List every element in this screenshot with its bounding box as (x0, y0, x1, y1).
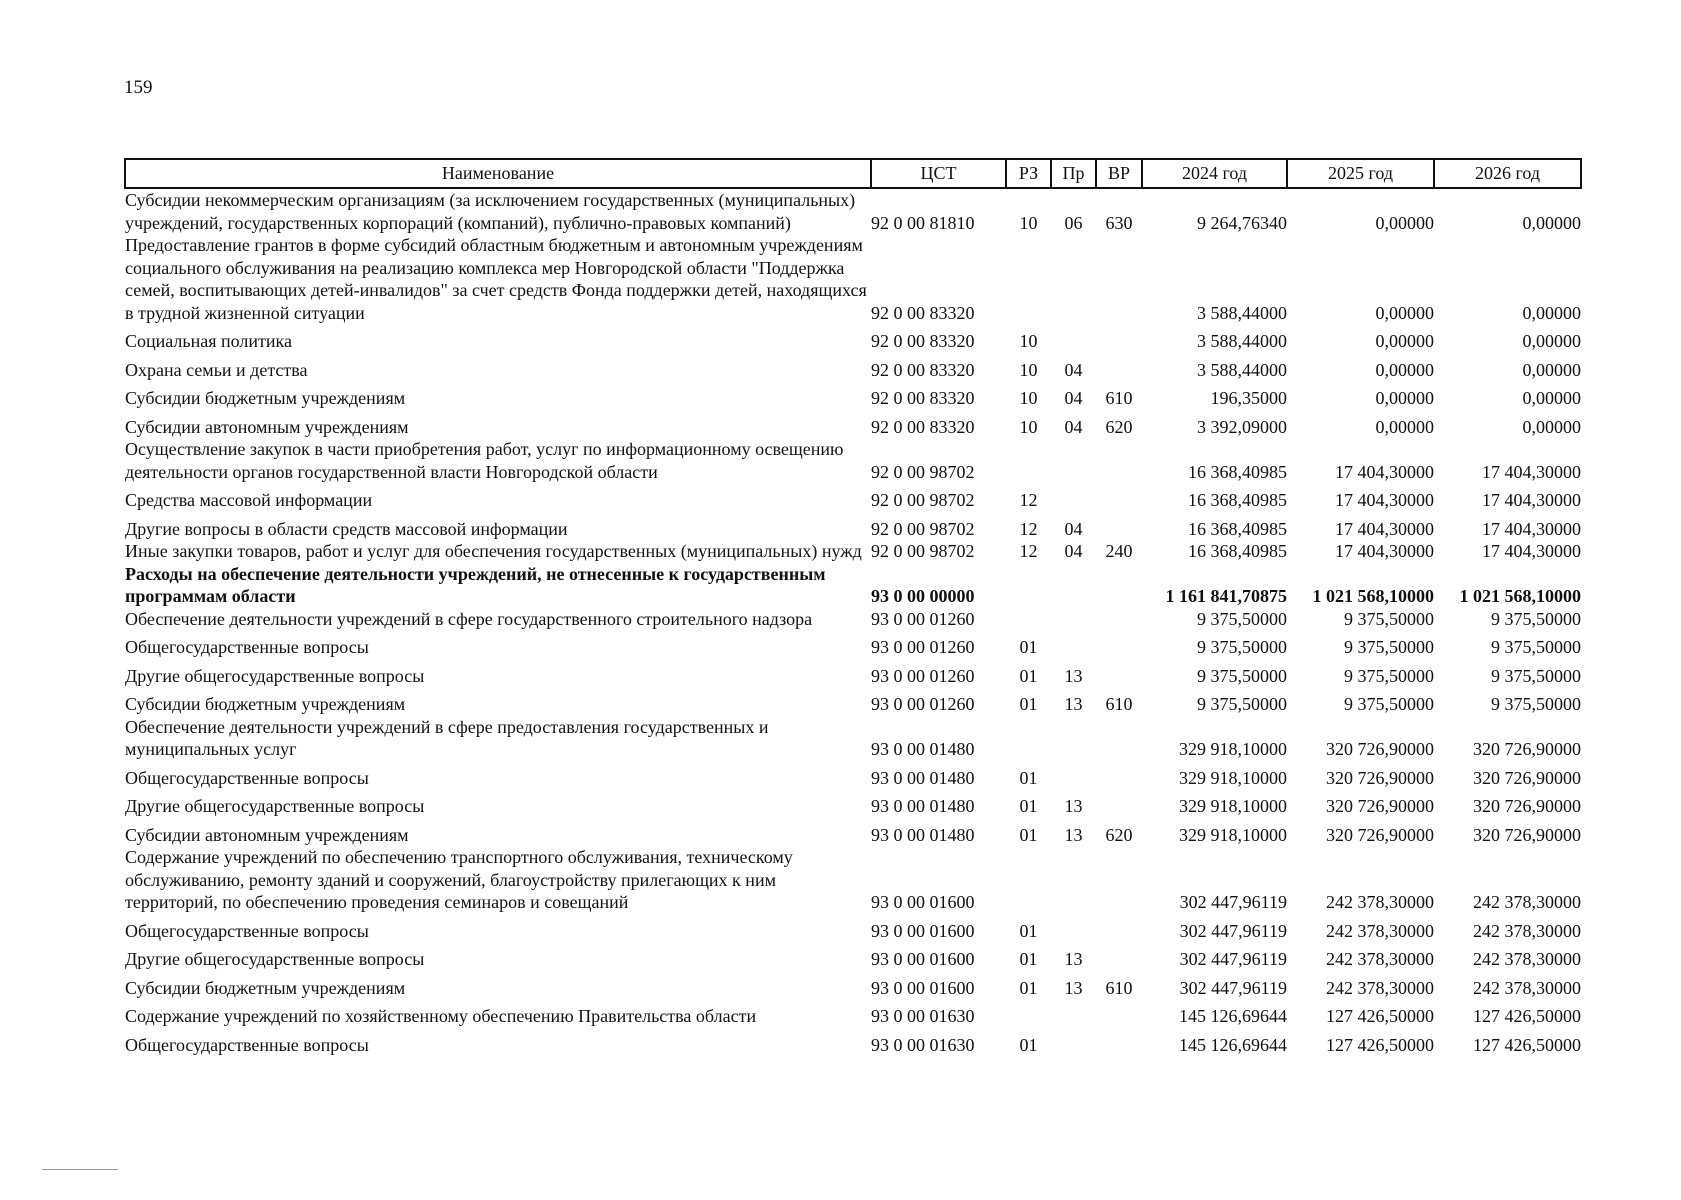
table-row (125, 483, 1581, 512)
cell-name: Содержание учреждений по обеспечению транспортного обслуживания, техническому обслуживанию, ремонту зданий и сооружений, благоустройству прилегающих к ним территорий, по обеспечению проведения семинаров и совещаний (125, 847, 793, 912)
table-header-row (125, 159, 1581, 188)
cell-2026: 0,00000 (1522, 212, 1581, 233)
cell-rz: 10 (1019, 212, 1038, 233)
cell-rz (1006, 999, 1051, 1028)
cell-cst: 93 0 00 01600 (871, 977, 975, 998)
cell-2024: 302 447,96119 (1179, 977, 1287, 998)
cell-2026: 242 378,30000 (1473, 977, 1581, 998)
table-row (125, 608, 1581, 631)
cell-2026: 9 375,50000 (1491, 665, 1581, 686)
table-row (125, 716, 1581, 761)
table-row (125, 687, 1581, 716)
cell-2026: 242 378,30000 (1473, 949, 1581, 969)
cell-cst: 93 0 00 01630 (871, 1006, 975, 1026)
cell-2025: 9 375,50000 (1344, 665, 1434, 686)
cell-rz (1006, 234, 1051, 324)
budget-table (124, 158, 1582, 1056)
cell-2025: 17 404,30000 (1335, 461, 1434, 482)
cell-name: Содержание учреждений по хозяйственному обеспечению Правительства области (125, 1006, 757, 1026)
cell-pr (1051, 324, 1096, 353)
cell-2024: 329 918,10000 (1179, 796, 1287, 816)
cell-vr (1096, 608, 1142, 631)
cell-name: Субсидии автономным учреждениям (125, 416, 409, 437)
cell-pr: 04 (1064, 541, 1083, 561)
cell-2024: 9 375,50000 (1197, 608, 1287, 629)
cell-2024: 9 375,50000 (1197, 637, 1287, 657)
scan-edge-mark (42, 1169, 118, 1170)
cell-2024: 16 368,40985 (1188, 490, 1287, 510)
cell-name: Субсидии бюджетным учреждениям (125, 694, 406, 714)
cell-2025: 320 726,90000 (1326, 739, 1434, 759)
cell-cst: 93 0 00 01480 (871, 739, 975, 759)
table-row (125, 353, 1581, 382)
cell-2025: 17 404,30000 (1335, 490, 1434, 510)
table-row (125, 999, 1581, 1028)
cell-vr (1096, 999, 1142, 1028)
cell-cst: 92 0 00 83320 (871, 302, 975, 323)
cell-2026: 17 404,30000 (1482, 461, 1581, 482)
header-rz: РЗ (1006, 159, 1051, 188)
cell-name: Субсидии бюджетным учреждениям (125, 977, 406, 998)
cell-2024: 302 447,96119 (1179, 892, 1287, 912)
cell-2026: 320 726,90000 (1473, 824, 1581, 845)
cell-cst: 93 0 00 01600 (871, 920, 975, 941)
cell-vr: 620 (1105, 824, 1133, 845)
cell-vr: 610 (1105, 388, 1133, 408)
cell-rz (1006, 846, 1051, 914)
cell-pr: 13 (1064, 796, 1083, 816)
cell-2026: 9 375,50000 (1491, 694, 1581, 714)
cell-2025: 9 375,50000 (1344, 608, 1434, 629)
header-2025: 2025 год (1287, 159, 1434, 188)
cell-cst: 93 0 00 01630 (871, 1034, 975, 1055)
cell-rz: 01 (1019, 1034, 1038, 1055)
cell-2024: 3 588,44000 (1197, 331, 1287, 351)
cell-name: Общегосударственные вопросы (125, 1034, 369, 1055)
cell-2024: 329 918,10000 (1179, 767, 1287, 788)
cell-vr (1096, 563, 1142, 608)
cell-2025: 320 726,90000 (1326, 767, 1434, 788)
header-vr: ВР (1096, 159, 1142, 188)
cell-name: Предоставление грантов в форме субсидий областным бюджетным и автономным учреждениям социального обслуживания на реализацию комплекса мер Новгородской области "Поддержка семей, воспитывающих детей-инвалидов" за счет средств Фонда поддержки детей, находящихся в трудной жизненной ситуации (125, 235, 867, 323)
cell-pr (1051, 630, 1096, 659)
cell-2025: 0,00000 (1375, 359, 1434, 380)
cell-vr (1096, 761, 1142, 790)
cell-2026: 0,00000 (1522, 331, 1581, 351)
cell-cst: 92 0 00 98702 (871, 518, 975, 539)
cell-pr (1051, 716, 1096, 761)
cell-2026: 17 404,30000 (1482, 541, 1581, 561)
cell-2024: 9 264,76340 (1197, 212, 1287, 233)
cell-name: Социальная политика (125, 331, 292, 351)
cell-pr (1051, 234, 1096, 324)
cell-2025: 127 426,50000 (1326, 1006, 1434, 1026)
cell-pr: 13 (1064, 694, 1083, 714)
cell-2026: 0,00000 (1522, 388, 1581, 408)
cell-rz: 01 (1019, 665, 1038, 686)
cell-cst: 93 0 00 01260 (871, 608, 975, 629)
cell-pr (1051, 846, 1096, 914)
cell-2024: 9 375,50000 (1197, 694, 1287, 714)
cell-cst: 92 0 00 83320 (871, 359, 975, 380)
cell-vr (1096, 483, 1142, 512)
cell-2024: 302 447,96119 (1179, 949, 1287, 969)
cell-2025: 17 404,30000 (1335, 518, 1434, 539)
cell-2026: 320 726,90000 (1473, 739, 1581, 759)
cell-2026: 9 375,50000 (1491, 637, 1581, 657)
cell-2025: 17 404,30000 (1335, 541, 1434, 561)
table-row (125, 381, 1581, 410)
cell-name: Субсидии некоммерческим организациям (за исключением государственных (муниципальных) учреждений, государственных корпораций (компаний), публично-правовых компаний) (125, 190, 856, 233)
cell-2026: 0,00000 (1522, 302, 1581, 323)
cell-rz (1006, 716, 1051, 761)
cell-rz: 12 (1019, 490, 1038, 510)
table-row (125, 1028, 1581, 1057)
cell-2025: 0,00000 (1375, 212, 1434, 233)
cell-rz: 01 (1019, 796, 1038, 816)
cell-rz: 01 (1019, 977, 1038, 998)
cell-pr (1051, 438, 1096, 483)
cell-cst: 93 0 00 01260 (871, 694, 975, 714)
cell-2026: 0,00000 (1522, 359, 1581, 380)
cell-pr: 13 (1064, 824, 1083, 845)
cell-rz (1006, 563, 1051, 608)
cell-2024: 3 588,44000 (1197, 302, 1287, 323)
cell-2026: 320 726,90000 (1473, 767, 1581, 788)
cell-2024: 145 126,69644 (1179, 1034, 1287, 1055)
cell-pr (1051, 914, 1096, 943)
cell-2025: 9 375,50000 (1344, 694, 1434, 714)
cell-name: Средства массовой информации (125, 490, 373, 510)
cell-rz: 01 (1019, 767, 1038, 788)
cell-name: Иные закупки товаров, работ и услуг для обеспечения государственных (муниципальных) нужд (125, 541, 862, 561)
cell-rz (1006, 608, 1051, 631)
cell-cst: 93 0 00 01260 (871, 665, 975, 686)
table-row (125, 846, 1581, 914)
table-row (125, 789, 1581, 818)
cell-cst: 93 0 00 01480 (871, 767, 975, 788)
cell-2024: 16 368,40985 (1188, 461, 1287, 482)
cell-vr (1096, 324, 1142, 353)
cell-pr: 04 (1064, 359, 1083, 380)
cell-2025: 242 378,30000 (1326, 949, 1434, 969)
table-row (125, 971, 1581, 1000)
cell-vr: 620 (1105, 416, 1133, 437)
cell-2025: 9 375,50000 (1344, 637, 1434, 657)
cell-pr (1051, 563, 1096, 608)
cell-2025: 127 426,50000 (1326, 1034, 1434, 1055)
table-row (125, 324, 1581, 353)
cell-name: Другие общегосударственные вопросы (125, 796, 425, 816)
cell-name: Охрана семьи и детства (125, 359, 308, 380)
cell-2026: 242 378,30000 (1473, 920, 1581, 941)
cell-pr: 13 (1064, 977, 1083, 998)
cell-cst: 92 0 00 83320 (871, 331, 975, 351)
cell-name: Субсидии автономным учреждениям (125, 824, 409, 845)
table-row (125, 818, 1581, 847)
table-row (125, 410, 1581, 439)
cell-rz: 01 (1019, 824, 1038, 845)
cell-pr: 04 (1064, 416, 1083, 437)
cell-2026: 127 426,50000 (1473, 1034, 1581, 1055)
cell-cst: 93 0 00 01600 (871, 892, 975, 912)
cell-pr (1051, 483, 1096, 512)
cell-cst: 93 0 00 00000 (871, 586, 975, 606)
cell-2026: 9 375,50000 (1491, 608, 1581, 629)
cell-2025: 0,00000 (1375, 416, 1434, 437)
table-row (125, 942, 1581, 971)
table-row (125, 659, 1581, 688)
cell-vr: 630 (1105, 212, 1133, 233)
cell-2025: 242 378,30000 (1326, 977, 1434, 998)
cell-name: Общегосударственные вопросы (125, 920, 369, 941)
cell-rz: 12 (1019, 541, 1038, 561)
cell-vr (1096, 1028, 1142, 1057)
cell-2026: 17 404,30000 (1482, 518, 1581, 539)
cell-rz: 01 (1019, 949, 1038, 969)
cell-vr (1096, 438, 1142, 483)
cell-cst: 93 0 00 01480 (871, 796, 975, 816)
table-row (125, 438, 1581, 483)
cell-2026: 320 726,90000 (1473, 796, 1581, 816)
page-number: 159 (124, 77, 153, 98)
cell-vr (1096, 846, 1142, 914)
cell-2026: 127 426,50000 (1473, 1006, 1581, 1026)
cell-2024: 9 375,50000 (1197, 665, 1287, 686)
cell-pr (1051, 608, 1096, 631)
cell-vr: 240 (1105, 541, 1133, 561)
cell-2025: 0,00000 (1375, 302, 1434, 323)
cell-vr (1096, 630, 1142, 659)
header-2026: 2026 год (1434, 159, 1581, 188)
cell-rz: 01 (1019, 694, 1038, 714)
cell-vr (1096, 659, 1142, 688)
cell-vr (1096, 942, 1142, 971)
cell-name: Другие общегосударственные вопросы (125, 665, 425, 686)
table-row (125, 234, 1581, 324)
cell-2025: 320 726,90000 (1326, 824, 1434, 845)
header-name: Наименование (125, 159, 871, 188)
header-cst: ЦСТ (871, 159, 1006, 188)
cell-vr (1096, 512, 1142, 541)
cell-vr (1096, 234, 1142, 324)
cell-rz: 10 (1019, 331, 1038, 351)
cell-2024: 329 918,10000 (1179, 739, 1287, 759)
cell-2024: 1 161 841,70875 (1165, 586, 1287, 606)
cell-rz (1006, 438, 1051, 483)
header-pr: Пр (1051, 159, 1096, 188)
cell-2024: 16 368,40985 (1188, 541, 1287, 561)
cell-pr: 13 (1064, 949, 1083, 969)
cell-vr: 610 (1105, 694, 1133, 714)
cell-2025: 1 021 568,10000 (1312, 586, 1434, 606)
cell-2024: 145 126,69644 (1179, 1006, 1287, 1026)
cell-vr (1096, 914, 1142, 943)
cell-rz: 12 (1019, 518, 1038, 539)
cell-vr (1096, 789, 1142, 818)
cell-pr: 04 (1064, 388, 1083, 408)
cell-name: Осуществление закупок в части приобретения работ, услуг по информационному освещению деятельности органов государственной власти Новгородской области (125, 439, 844, 482)
cell-vr (1096, 716, 1142, 761)
cell-2025: 242 378,30000 (1326, 892, 1434, 912)
cell-name: Общегосударственные вопросы (125, 767, 369, 788)
cell-pr (1051, 761, 1096, 790)
cell-cst: 92 0 00 98702 (871, 541, 975, 561)
cell-name: Субсидии бюджетным учреждениям (125, 388, 406, 408)
cell-rz: 10 (1019, 359, 1038, 380)
cell-name: Обеспечение деятельности учреждений в сфере предоставления государственных и муниципальных услуг (125, 716, 769, 759)
cell-pr (1051, 1028, 1096, 1057)
cell-rz: 10 (1019, 416, 1038, 437)
table-row (125, 540, 1581, 563)
cell-2025: 242 378,30000 (1326, 920, 1434, 941)
cell-name: Обеспечение деятельности учреждений в сфере государственного строительного надзора (125, 608, 813, 629)
table-row (125, 512, 1581, 541)
table-row (125, 188, 1581, 234)
cell-pr: 13 (1064, 665, 1083, 686)
cell-2026: 1 021 568,10000 (1459, 586, 1581, 606)
cell-cst: 93 0 00 01260 (871, 637, 975, 657)
cell-2024: 196,35000 (1210, 388, 1287, 408)
table-row (125, 761, 1581, 790)
table-row (125, 563, 1581, 608)
table-row (125, 630, 1581, 659)
cell-vr: 610 (1105, 977, 1133, 998)
table-row (125, 914, 1581, 943)
cell-rz: 10 (1019, 388, 1038, 408)
cell-cst: 92 0 00 98702 (871, 490, 975, 510)
cell-cst: 92 0 00 83320 (871, 388, 975, 408)
cell-name: Другие вопросы в области средств массовой информации (125, 518, 568, 539)
cell-2024: 3 588,44000 (1197, 359, 1287, 380)
cell-cst: 92 0 00 98702 (871, 461, 975, 482)
cell-rz: 01 (1019, 637, 1038, 657)
cell-rz: 01 (1019, 920, 1038, 941)
cell-2026: 0,00000 (1522, 416, 1581, 437)
cell-cst: 93 0 00 01600 (871, 949, 975, 969)
cell-2025: 0,00000 (1375, 331, 1434, 351)
header-2024: 2024 год (1142, 159, 1287, 188)
cell-2024: 302 447,96119 (1179, 920, 1287, 941)
cell-pr: 04 (1064, 518, 1083, 539)
cell-cst: 92 0 00 83320 (871, 416, 975, 437)
cell-name: Другие общегосударственные вопросы (125, 949, 425, 969)
cell-2026: 17 404,30000 (1482, 490, 1581, 510)
cell-2026: 242 378,30000 (1473, 892, 1581, 912)
cell-2024: 16 368,40985 (1188, 518, 1287, 539)
cell-name: Расходы на обеспечение деятельности учреждений, не отнесенные к государственным программам области (125, 563, 826, 606)
cell-pr: 06 (1064, 212, 1083, 233)
cell-2024: 3 392,09000 (1197, 416, 1287, 437)
cell-2024: 329 918,10000 (1179, 824, 1287, 845)
cell-2025: 320 726,90000 (1326, 796, 1434, 816)
cell-cst: 93 0 00 01480 (871, 824, 975, 845)
cell-2025: 0,00000 (1375, 388, 1434, 408)
cell-pr (1051, 999, 1096, 1028)
cell-vr (1096, 353, 1142, 382)
cell-cst: 92 0 00 81810 (871, 212, 975, 233)
cell-name: Общегосударственные вопросы (125, 637, 369, 657)
